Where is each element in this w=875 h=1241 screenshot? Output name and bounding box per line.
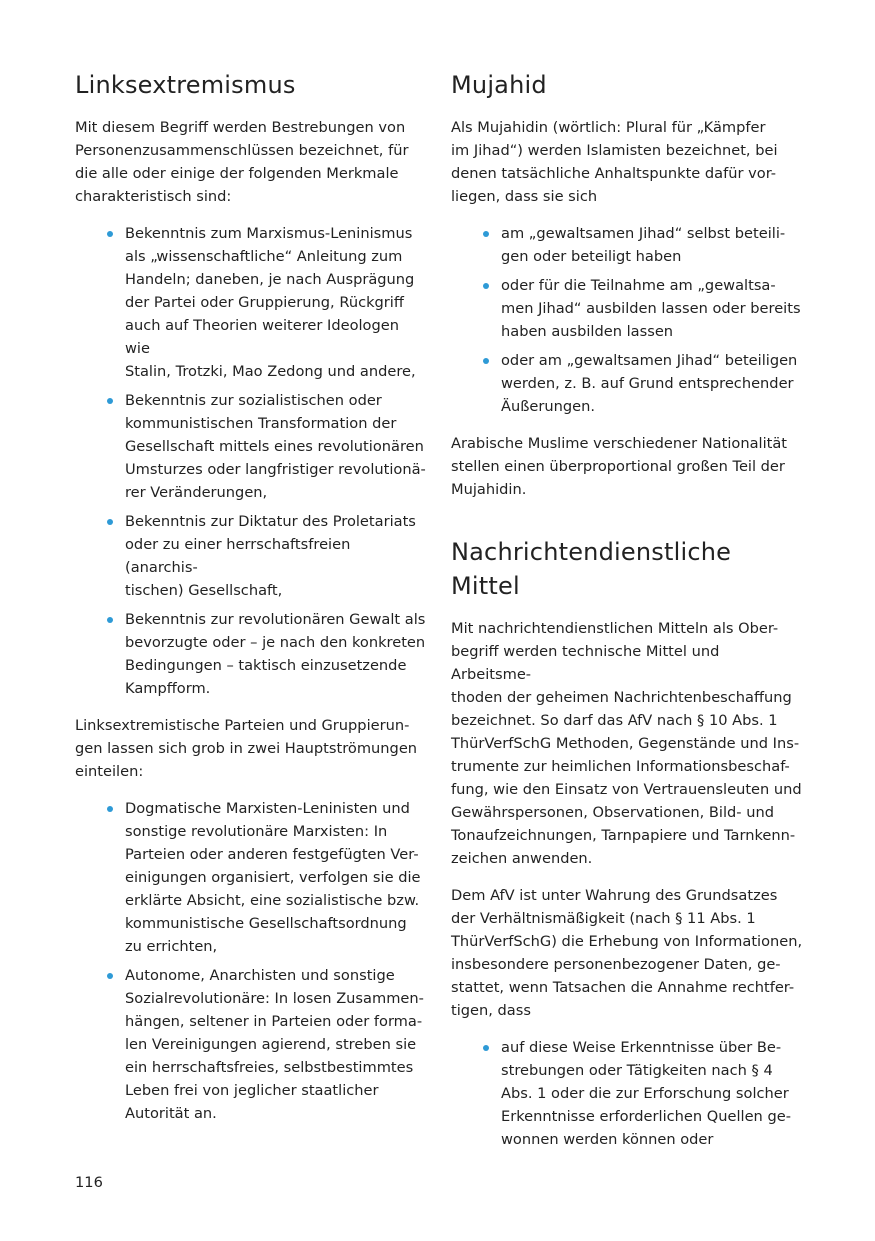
- bullet-dot-icon: [483, 231, 489, 237]
- bullet-dot-icon: [107, 806, 113, 812]
- bullet-dot-icon: [483, 283, 489, 289]
- list-item: [107, 389, 427, 504]
- left-column: [75, 68, 427, 1139]
- characteristics-list: [75, 222, 427, 700]
- list-item-text: am „gewaltsamen Jihad“ selbst beteili- gen oder beteiligt haben: [501, 225, 786, 265]
- list-item-text: Bekenntnis zum Marxismus-Leninismus als „wissenschaftliche“ Anleitung zum Handeln; daneben, je nach Ausprägung der Partei oder Gruppierung, Rückgriff auch auf Theorien weiterer Ideologen wie Stalin, Trotzki, Mao Zedong und andere,: [125, 225, 416, 380]
- list-item: [107, 222, 427, 383]
- bullet-dot-icon: [107, 973, 113, 979]
- mujahid-intro-paragraph: Als Mujahidin (wörtlich: Plural für „Kämpfer im Jihad“) werden Islamisten bezeichnet, bei denen tatsächliche Anhaltspunkte dafür vor- liegen, dass sie sich: [451, 119, 778, 205]
- list-item: [483, 1036, 803, 1151]
- right-column: [451, 68, 803, 1165]
- list-item: [107, 797, 427, 958]
- list-item: [483, 222, 803, 268]
- afv-conditions-list: [451, 1036, 803, 1151]
- intro-paragraph: Mit diesem Begriff werden Bestrebungen von Personenzusammenschlüssen bezeichnet, für die alle oder einige der folgenden Merkmale charakteristisch sind:: [75, 119, 409, 205]
- list-item-text: oder am „gewaltsamen Jihad“ beteiligen werden, z. B. auf Grund entsprechender Äußerungen.: [501, 352, 798, 415]
- list-item: [107, 964, 427, 1125]
- bullet-dot-icon: [107, 617, 113, 623]
- list-item: [483, 349, 803, 418]
- list-item: [107, 510, 427, 602]
- list-item: [483, 274, 803, 343]
- list-item-text: Dogmatische Marxisten-Leninisten und sonstige revolutionäre Marxisten: In Parteien oder anderen festgefügten Ver- einigungen organisiert, verfolgen sie die erklärte Absicht, eine sozialistische bzw. kommunistische Gesellschaftsordnung zu errichten,: [125, 800, 421, 955]
- heading-linksextremismus: Linksextremismus: [75, 71, 296, 99]
- list-item-text: Bekenntnis zur sozialistischen oder kommunistischen Transformation der Gesellschaft mittels eines revolutionären Umsturzes oder langfristiger revolutionä- rer Veränderungen,: [125, 392, 426, 501]
- bullet-dot-icon: [107, 519, 113, 525]
- list-item-text: auf diese Weise Erkenntnisse über Be- strebungen oder Tätigkeiten nach § 4 Abs. 1 oder die zur Erforschung solcher Erkenntnisse erforderlichen Quellen ge- wonnen werden können oder: [501, 1039, 791, 1148]
- heading-mujahid: Mujahid: [451, 71, 547, 99]
- list-item-text: Bekenntnis zur Diktatur des Proletariats oder zu einer herrschaftsfreien (anarchis- tischen) Gesellschaft,: [125, 513, 416, 599]
- mujahid-closing-paragraph: Arabische Muslime verschiedener Nationalität stellen einen überproportional großen Teil der Mujahidin.: [451, 435, 788, 498]
- middle-paragraph: Linksextremistische Parteien und Gruppierun- gen lassen sich grob in zwei Hauptströmungen einteilen:: [75, 717, 418, 780]
- bullet-dot-icon: [107, 231, 113, 237]
- list-item-text: Autonome, Anarchisten und sonstige Sozialrevolutionäre: In losen Zusammen- hängen, seltener in Parteien oder forma- len Vereinigungen agierend, streben sie ein herrschaftsfreies, selbstbestimmtes Leben frei von jeglicher staatlicher Autorität an.: [125, 967, 424, 1122]
- page-number: 116: [75, 1174, 103, 1191]
- list-item-text: Bekenntnis zur revolutionären Gewalt als bevorzugte oder – je nach den konkreten Bedingungen – taktisch einzusetzende Kampfform.: [125, 611, 426, 697]
- bullet-dot-icon: [483, 1045, 489, 1051]
- bullet-dot-icon: [107, 398, 113, 404]
- nd-mittel-paragraph: Mit nachrichtendienstlichen Mitteln als Ober- begriff werden technische Mittel und Arbeitsme- thoden der geheimen Nachrichtenbeschaffung bezeichnet. So darf das AfV nach § 10 Abs. 1 ThürVerfSchG Methoden, Gegenstände und Ins- trumente zur heimlichen Informationsbeschaf- fung, wie den Einsatz von Vertrauensleuten und Gewährspersonen, Observationen, Bild- und Tonaufzeichnungen, Tarnpapiere und Tarnkenn- zeichen anwenden.: [451, 620, 802, 867]
- afv-paragraph: Dem AfV ist unter Wahrung des Grundsatzes der Verhältnismäßigkeit (nach § 11 Abs. 1 ThürVerfSchG) die Erhebung von Informationen, insbesondere personenbezogener Daten, ge- stattet, wenn Tatsachen die Annahme rechtfer- tigen, dass: [451, 887, 803, 1019]
- heading-nachrichtendienstliche-mittel: Nachrichtendienstliche Mittel: [451, 538, 732, 600]
- list-item-text: oder für die Teilnahme am „gewaltsa- men Jihad“ ausbilden lassen oder bereits haben ausbilden lassen: [501, 277, 801, 340]
- main-currents-list: [75, 797, 427, 1125]
- mujahid-criteria-list: [451, 222, 803, 418]
- list-item: [107, 608, 427, 700]
- bullet-dot-icon: [483, 358, 489, 364]
